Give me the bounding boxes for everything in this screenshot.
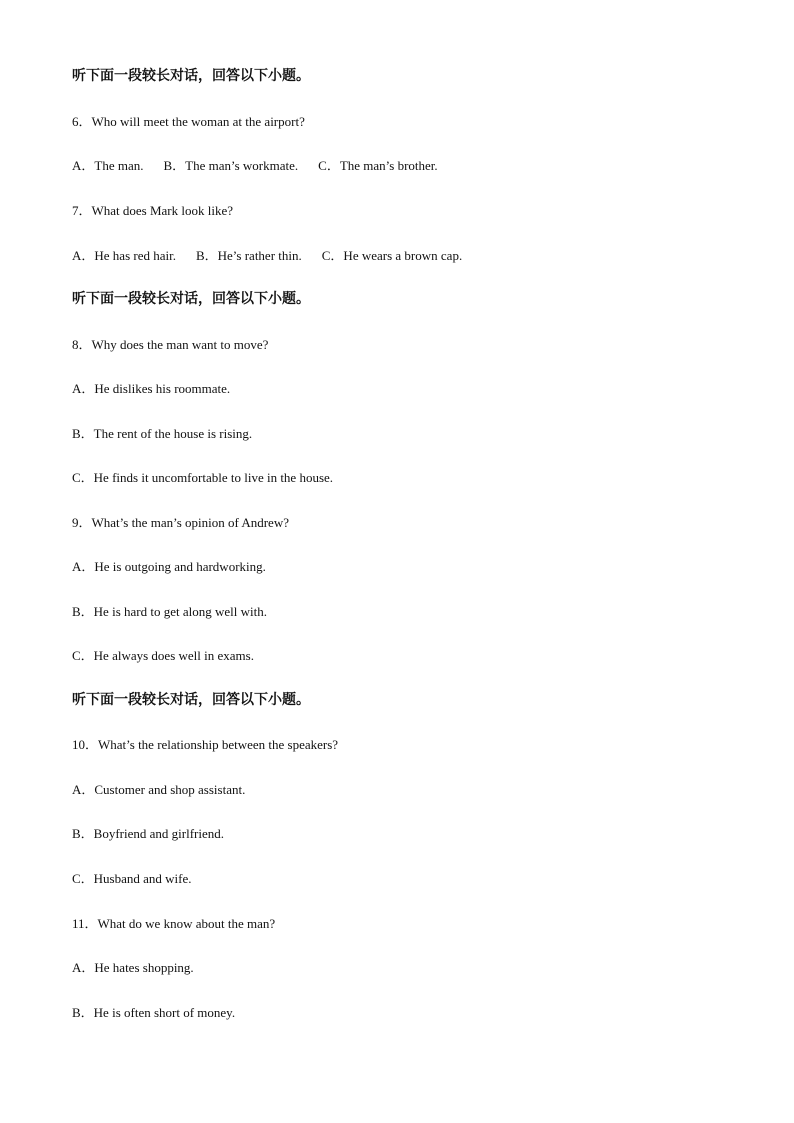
q11-option-b: B．He is often short of money.	[72, 1005, 236, 1020]
q8-option-c: C．He finds it uncomfortable to live in the house.	[72, 470, 334, 485]
question-6-stem: 6．Who will meet the woman at the airport?	[72, 114, 305, 129]
q7-option-b: B．He’s rather thin.	[195, 248, 302, 263]
question-9-stem: 9．What’s the man’s opinion of Andrew?	[72, 515, 289, 530]
q11-option-a: A．He hates shopping.	[72, 960, 194, 975]
q7-option-c: C．He wears a brown cap.	[321, 248, 463, 263]
q9-option-b: B．He is hard to get along well with.	[72, 604, 267, 619]
q6-option-a: A．The man.	[72, 158, 144, 173]
q6-option-b: B．The man’s workmate.	[163, 158, 299, 173]
section-heading-2: 听下面一段较长对话，回答以下小题。	[72, 291, 310, 307]
question-11-stem: 11．What do we know about the man?	[72, 916, 276, 931]
q9-option-a: A．He is outgoing and hardworking.	[72, 559, 266, 574]
q7-option-a: A．He has red hair.	[72, 248, 176, 263]
q10-option-a: A．Customer and shop assistant.	[72, 782, 246, 797]
q10-option-c: C．Husband and wife.	[72, 871, 192, 886]
question-7-options	[72, 248, 462, 264]
question-8-stem: 8．Why does the man want to move?	[72, 337, 269, 352]
q10-option-b: B．Boyfriend and girlfriend.	[72, 826, 224, 841]
q9-option-c: C．He always does well in exams.	[72, 648, 254, 663]
question-7-stem: 7．What does Mark look like?	[72, 203, 234, 218]
question-6-options	[72, 158, 438, 174]
q6-option-c: C．The man’s brother.	[318, 158, 438, 173]
section-heading-3: 听下面一段较长对话，回答以下小题。	[72, 692, 310, 708]
question-10-stem: 10．What’s the relationship between the speakers?	[72, 737, 339, 752]
q8-option-b: B．The rent of the house is rising.	[72, 426, 253, 441]
q8-option-a: A．He dislikes his roommate.	[72, 381, 231, 396]
section-heading-1: 听下面一段较长对话，回答以下小题。	[72, 68, 310, 84]
